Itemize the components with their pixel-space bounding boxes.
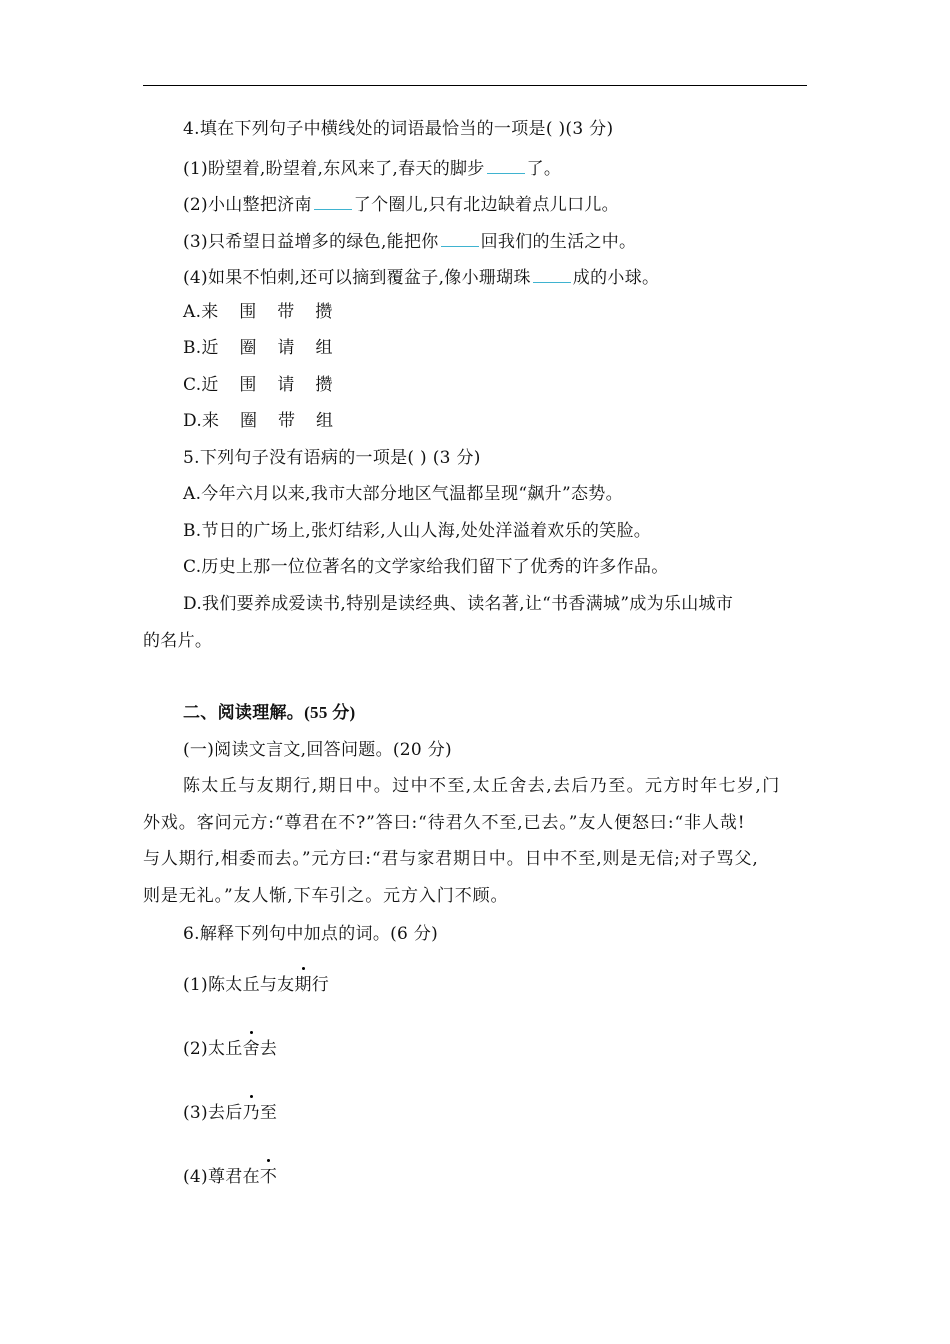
passage-line-2: 外戏。客问元方:“尊君在不?”答曰:“待君久不至,已去。”友人便怒曰:“非人哉! (143, 813, 746, 833)
q5-option-d-line2: 的名片。 (143, 631, 213, 651)
q4-option-b: B.近 圈 请 组 (183, 338, 333, 358)
dotted-char: 舍 (242, 1039, 260, 1059)
q4-sentence-4: (4)如果不怕刺,还可以摘到覆盆子,像小珊瑚珠 成的小球。 (183, 263, 659, 290)
q5-stem: 5.下列句子没有语病的一项是( ) (3 分) (183, 448, 481, 468)
passage-line-4: 则是无礼。”友人惭,下车引之。元方入门不顾。 (143, 886, 509, 906)
section-heading: 二、阅读理解。(55 分) (183, 703, 356, 722)
subsection-heading: (一)阅读文言文,回答问题。(20 分) (183, 740, 452, 760)
passage-line-3: 与人期行,相委而去。”元方曰:“君与家君期日中。日中不至,则是无信;对子骂父, (143, 849, 759, 869)
q4-sentence-2: (2)小山整把济南 了个圈儿,只有北边缺着点儿口儿。 (183, 190, 619, 217)
q4-sentence-3: (3)只希望日益增多的绿色,能把你 回我们的生活之中。 (183, 227, 636, 254)
q6-stem: 6.解释下列句中加点的词。(6 分) (183, 924, 439, 944)
q6-item-2: (2)太丘舍去 (183, 1039, 278, 1059)
blank-1 (487, 154, 525, 174)
q4-option-c: C.近 围 请 攒 (183, 375, 333, 395)
blank-4 (533, 263, 571, 283)
q5-option-a: A.今年六月以来,我市大部分地区气温都呈现“飙升”态势。 (183, 484, 623, 504)
q5-option-b: B.节日的广场上,张灯结彩,人山人海,处处洋溢着欢乐的笑脸。 (183, 521, 652, 541)
q4-sentence-1: (1)盼望着,盼望着,东风来了,春天的脚步 了。 (183, 154, 561, 181)
dotted-char: 期 (294, 975, 312, 995)
q4-option-d: D.来 圈 带 组 (183, 411, 334, 431)
blank-3 (441, 227, 479, 247)
blank-2 (314, 190, 352, 210)
q5-option-c: C.历史上那一位位著名的文学家给我们留下了优秀的许多作品。 (183, 557, 669, 577)
q6-item-3: (3)去后乃至 (183, 1103, 278, 1123)
header-rule (143, 85, 807, 86)
q5-option-d-line1: D.我们要养成爱读书,特别是读经典、读名著,让“书香满城”成为乐山城市 (183, 594, 734, 614)
q4-stem: 4.填在下列句子中横线处的词语最恰当的一项是( )(3 分) (183, 119, 614, 139)
q6-item-1: (1)陈太丘与友期行 (183, 975, 330, 995)
q6-item-4: (4)尊君在不 (183, 1167, 278, 1187)
passage-line-1: 陈太丘与友期行,期日中。过中不至,太丘舍去,去后乃至。元方时年七岁,门 (183, 776, 781, 796)
dotted-char: 乃 (242, 1103, 260, 1123)
q4-option-a: A.来 围 带 攒 (183, 302, 333, 322)
dotted-char: 不 (259, 1167, 278, 1187)
